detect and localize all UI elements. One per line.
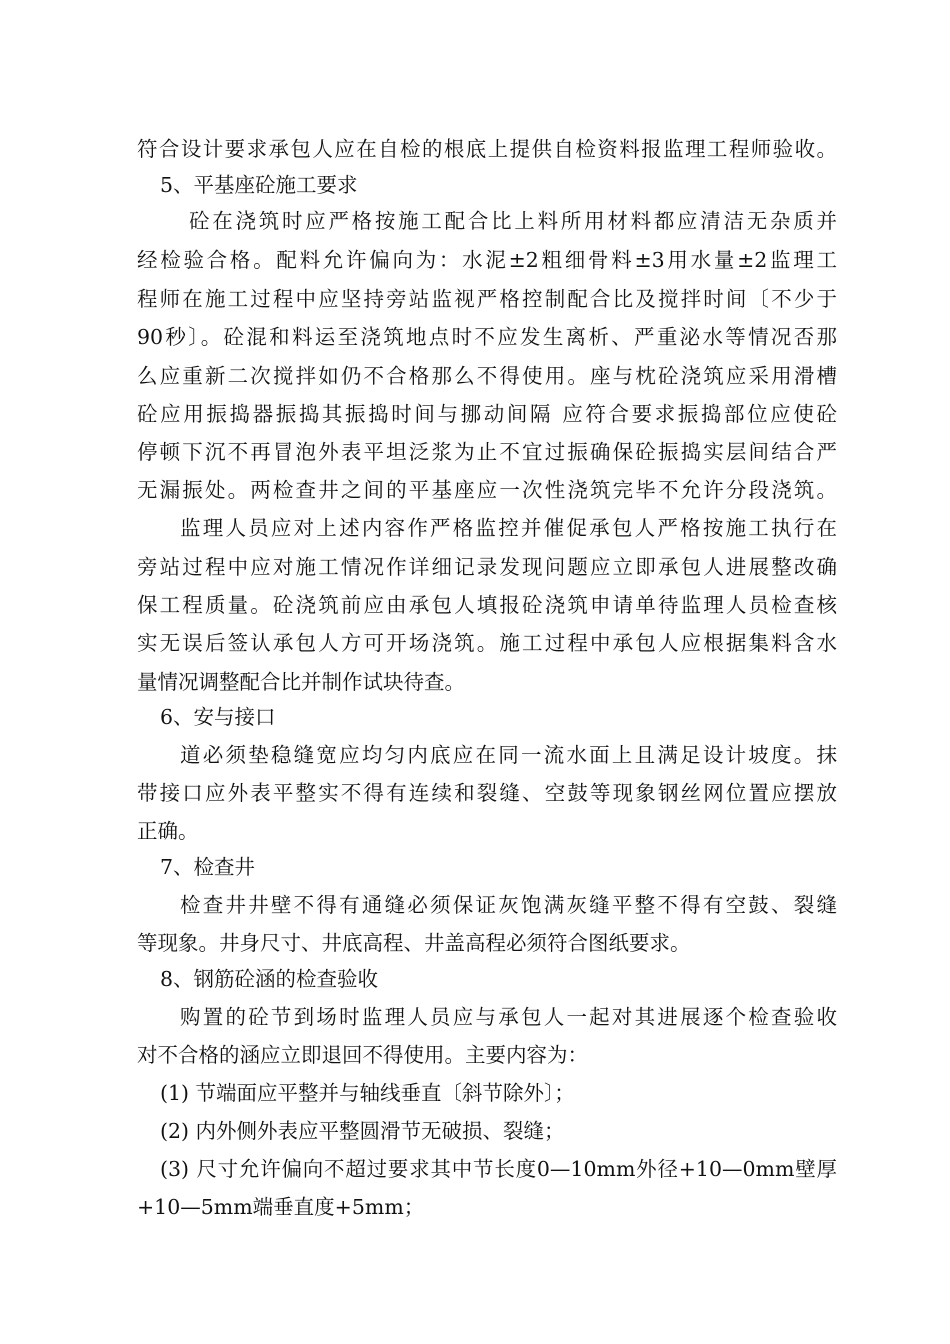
paragraph-line: 量情况调整配合比并制作试块待查。 (137, 670, 465, 694)
paragraph-line: 程师在施工过程中应坚持旁站监视严格控制配合比及搅拌时间〔不少于 (137, 287, 837, 311)
paragraph-line: 砼应用振捣器振捣其振捣时间与挪动间隔 应符合要求振捣部位应使砼 (137, 402, 837, 426)
paragraph-line: 停顿下沉不再冒泡外表平坦泛浆为止不宜过振确保砼振捣实层间结合严 (137, 440, 837, 464)
section-heading-5: 5、平基座砼施工要求 (160, 173, 358, 197)
paragraph-line: 正确。 (137, 819, 199, 843)
section-heading-7: 7、检查井 (160, 855, 256, 879)
paragraph-line: 无漏振处。两检查井之间的平基座应一次性浇筑完毕不允许分段浇筑。 (137, 478, 837, 502)
paragraph-line: 经检验合格。配料允许偏向为：水泥±2粗细骨料±3用水量±2监理工 (137, 248, 837, 272)
paragraph-line: 保工程质量。砼浇筑前应由承包人填报砼浇筑申请单待监理人员检查核 (137, 593, 837, 617)
paragraph-line: +10—5mm端垂直度+5mm； (137, 1195, 425, 1219)
paragraph-line: 购置的砼节到场时监理人员应与承包人一起对其进展逐个检查验收 (180, 1005, 837, 1029)
list-item-2: (2) 内外侧外表应平整圆滑节无破损、裂缝； (160, 1119, 565, 1143)
paragraph-line: 等现象。井身尺寸、井底高程、井盖高程必须符合图纸要求。 (137, 931, 691, 955)
paragraph-line: 么应重新二次搅拌如仍不合格那么不得使用。座与枕砼浇筑应采用滑槽 (137, 364, 837, 388)
paragraph-line: 砼在浇筑时应严格按施工配合比上料所用材料都应清洁无杂质并 (189, 209, 837, 233)
paragraph-line: 旁站过程中应对施工情况作详细记录发现问题应立即承包人进展整改确 (137, 555, 837, 579)
paragraph-line: 对不合格的涵应立即退回不得使用。主要内容为： (137, 1043, 588, 1067)
section-heading-8: 8、钢筋砼涵的检查验收 (160, 967, 379, 991)
list-item-1: (1) 节端面应平整并与轴线垂直〔斜节除外〕； (160, 1081, 575, 1105)
paragraph-line: 道必须垫稳缝宽应均匀内底应在同一流水面上且满足设计坡度。抹 (180, 743, 837, 767)
paragraph-line: 符合设计要求承包人应在自检的根底上提供自检资料报监理工程师验收。 (137, 137, 837, 161)
list-item-3: (3) 尺寸允许偏向不超过要求其中节长度0—10mm外径+10—0mm壁厚 (160, 1157, 837, 1181)
paragraph-line: 监理人员应对上述内容作严格监控并催促承包人严格按施工执行在 (180, 516, 837, 540)
paragraph-line: 带接口应外表平整实不得有连续和裂缝、空鼓等现象钢丝网位置应摆放 (137, 781, 837, 805)
paragraph-line: 实无误后签认承包人方可开场浇筑。施工过程中承包人应根据集料含水 (137, 631, 837, 655)
section-heading-6: 6、安与接口 (160, 705, 276, 729)
paragraph-line: 90秒〕。砼混和料运至浇筑地点时不应发生离析、严重泌水等情况否那 (137, 325, 837, 349)
paragraph-line: 检查井井壁不得有通缝必须保证灰饱满灰缝平整不得有空鼓、裂缝 (180, 893, 837, 917)
